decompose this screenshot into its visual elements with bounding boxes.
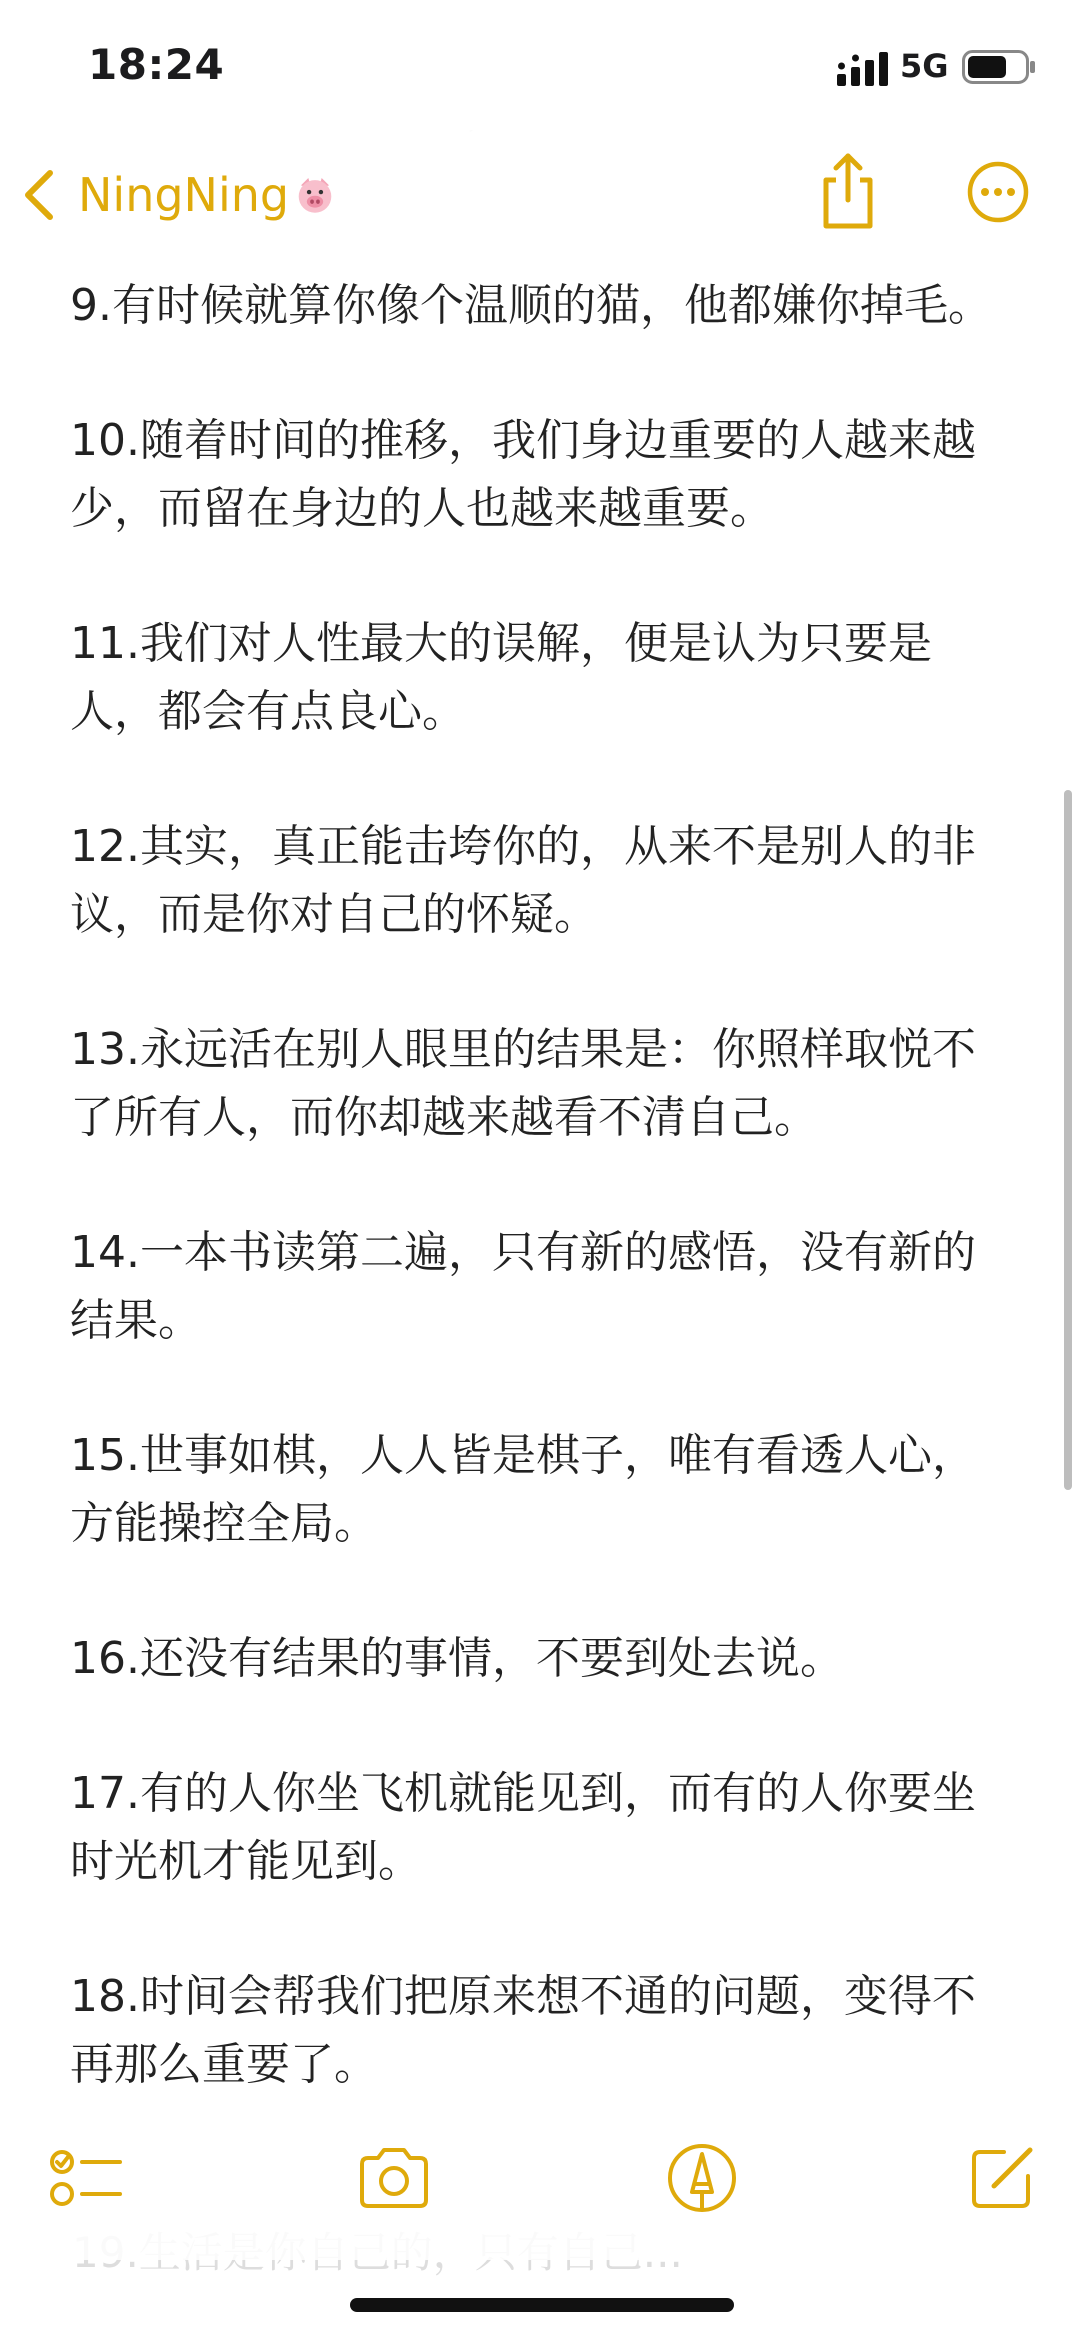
home-indicator[interactable] [350, 2298, 734, 2312]
scroll-indicator[interactable] [1064, 790, 1072, 1490]
status-time: 18:24 [88, 40, 225, 89]
cellular-signal-icon [837, 52, 889, 86]
battery-icon [962, 50, 1036, 84]
bottom-toolbar [0, 2110, 1080, 2260]
camera-icon[interactable] [356, 2140, 432, 2216]
note-line: 13.永远活在别人眼里的结果是：你照样取悦不了所有人，而你却越来越看不清自己。 [70, 1024, 976, 1143]
note-line: 17.有的人你坐飞机就能见到，而有的人你要坐时光机才能见到。 [70, 1768, 976, 1887]
status-bar [0, 0, 1080, 130]
network-type: 5G [900, 47, 949, 85]
note-line: 11.我们对人性最大的误解，便是认为只要是人，都会有点良心。 [70, 618, 932, 737]
note-line: 10.随着时间的推移，我们身边重要的人越来越少，而留在身边的人也越来越重要。 [70, 415, 976, 534]
checklist-icon[interactable] [48, 2140, 124, 2216]
note-line: 12.其实，真正能击垮你的，从来不是别人的非议，而是你对自己的怀疑。 [70, 821, 976, 940]
note-body[interactable] [70, 272, 1010, 2110]
note-line: 9.有时候就算你像个温顺的猫，他都嫌你掉毛。 [70, 280, 992, 331]
chevron-left-icon [20, 167, 60, 223]
note-line: 16.还没有结果的事情，不要到处去说。 [70, 1633, 844, 1684]
note-line: 18.时间会帮我们把原来想不通的问题，变得不再那么重要了。 [70, 1971, 976, 2090]
nav-bar [0, 130, 1080, 260]
more-options-icon[interactable] [966, 160, 1030, 224]
note-line: 15.世事如棋，人人皆是棋子，唯有看透人心，方能操控全局。 [70, 1430, 976, 1549]
back-button[interactable] [20, 160, 335, 230]
back-label: NingNing [78, 168, 290, 222]
share-icon[interactable] [818, 150, 878, 230]
compose-icon[interactable] [964, 2140, 1040, 2216]
markup-icon[interactable] [664, 2140, 740, 2216]
note-line: 14.一本书读第二遍，只有新的感悟，没有新的结果。 [70, 1227, 976, 1346]
pig-face-icon [295, 167, 335, 223]
